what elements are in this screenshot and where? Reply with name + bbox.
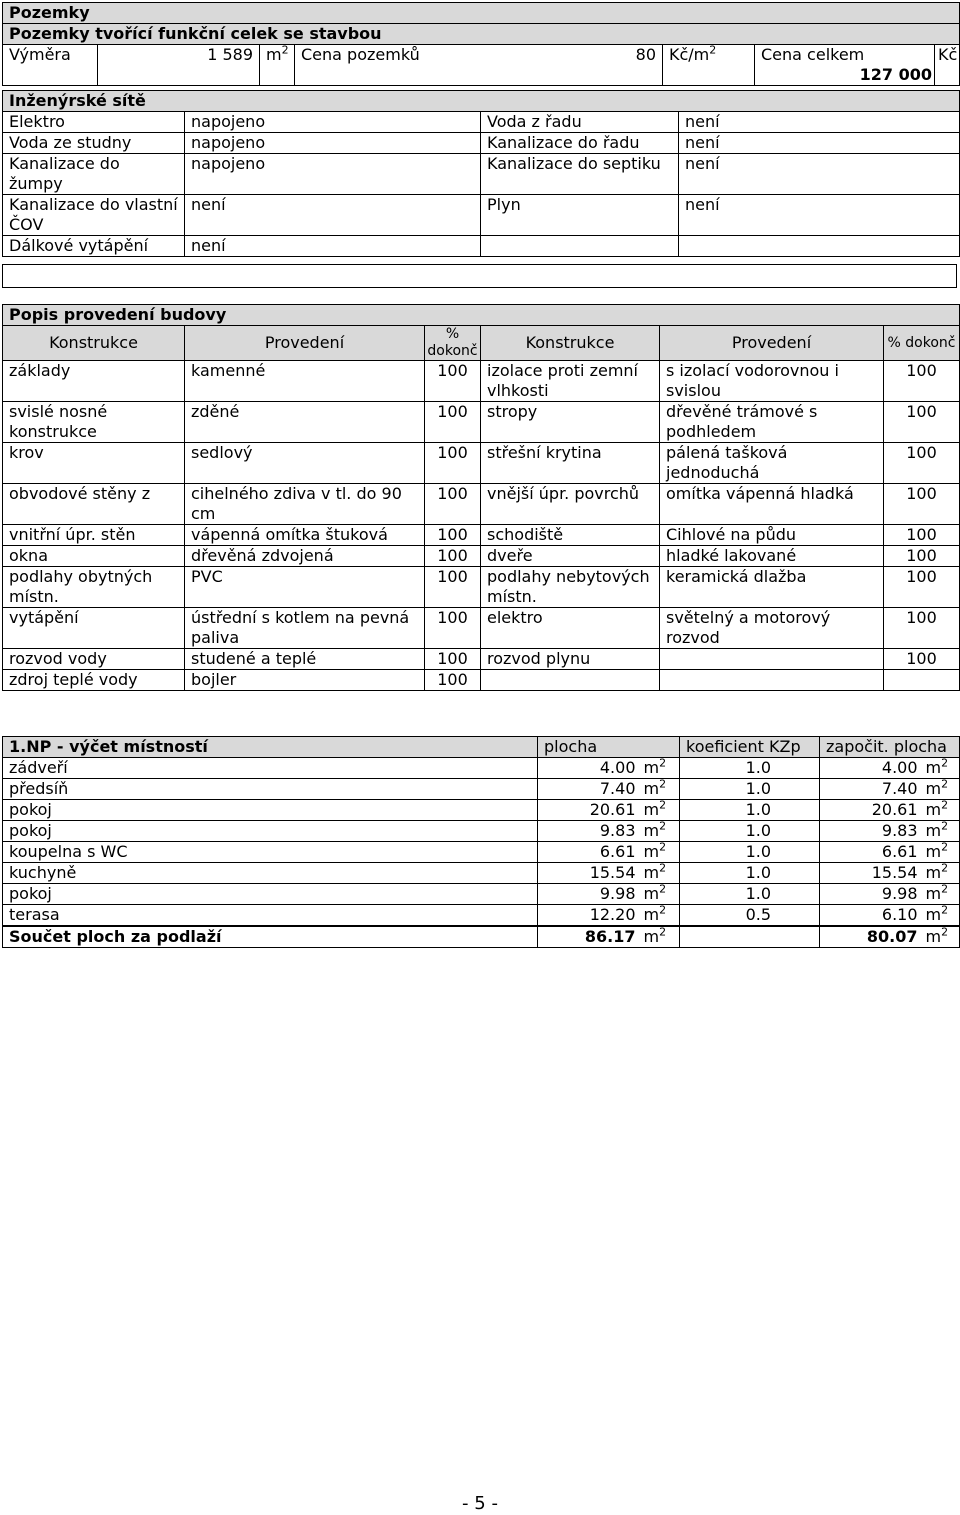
cena-label: Cena pozemků [295, 45, 593, 86]
room-zapoc-unit: $m^2$ [924, 842, 960, 863]
room-plocha-unit: $m^2$ [642, 884, 680, 905]
room-plocha-unit: $m^2$ [642, 800, 680, 821]
room-name: pokoj [3, 800, 538, 821]
konstrukce-cell: rozvod plynu [481, 649, 660, 670]
provedeni-cell: hladké lakované [660, 546, 884, 567]
room-name: pokoj [3, 884, 538, 905]
table-row [3, 863, 960, 884]
room-plocha-unit: $m^2$ [642, 779, 680, 800]
mistnosti-table [2, 736, 960, 948]
konstrukce-cell: vytápění [3, 608, 185, 649]
room-plocha: 4.00 [538, 758, 642, 779]
sum-label: Součet ploch za podlaží [3, 926, 538, 948]
site-value: není [185, 195, 481, 236]
h-provedeni-2: Provedení [660, 326, 884, 361]
table-row [3, 608, 960, 649]
table-row [3, 525, 960, 546]
room-name: pokoj [3, 821, 538, 842]
sum-zapoc-unit: $m^2$ [924, 926, 960, 948]
site-label: Kanalizace do vlastní ČOV [3, 195, 185, 236]
site-value: není [679, 154, 960, 195]
room-zapoc: 20.61 [820, 800, 924, 821]
h-provedeni-1: Provedení [185, 326, 425, 361]
konstrukce-cell: okna [3, 546, 185, 567]
konstrukce-cell: podlahy nebytových místn. [481, 567, 660, 608]
site-title: Inženýrské sítě [3, 91, 960, 112]
sum-plocha-unit: $m^2$ [642, 926, 680, 948]
room-plocha: 12.20 [538, 905, 642, 927]
room-plocha-unit: $m^2$ [642, 821, 680, 842]
konstrukce-cell: schodiště [481, 525, 660, 546]
dokonc-cell: 100 [884, 608, 960, 649]
room-zapoc: 9.83 [820, 821, 924, 842]
table-row [3, 758, 960, 779]
provedeni-cell: Cihlové na půdu [660, 525, 884, 546]
dokonc-cell: 100 [884, 567, 960, 608]
room-plocha-unit: $m^2$ [642, 758, 680, 779]
dokonc-cell: 100 [425, 402, 481, 443]
room-zapoc: 4.00 [820, 758, 924, 779]
konstrukce-cell: základy [3, 361, 185, 402]
vymera-unit: $m^2$ [260, 45, 295, 86]
celkem-unit: Kč [935, 45, 960, 86]
site-value: není [679, 112, 960, 133]
site-label: Voda z řadu [481, 112, 679, 133]
room-koef: 1.0 [680, 779, 820, 800]
room-name: zádveří [3, 758, 538, 779]
room-plocha: 6.61 [538, 842, 642, 863]
provedeni-cell: studené a teplé [185, 649, 425, 670]
h-dokonc-1: % dokonč [425, 326, 481, 361]
dokonc-cell: 100 [425, 361, 481, 402]
cena-value: 80 [593, 45, 663, 86]
popis-title: Popis provedení budovy [3, 305, 960, 326]
room-name: terasa [3, 905, 538, 927]
room-zapoc-unit: $m^2$ [924, 821, 960, 842]
table-row [3, 905, 960, 927]
site-label: Elektro [3, 112, 185, 133]
konstrukce-cell: krov [3, 443, 185, 484]
pozemky-title: Pozemky [3, 3, 960, 24]
room-plocha-unit: $m^2$ [642, 842, 680, 863]
room-zapoc-unit: $m^2$ [924, 905, 960, 927]
konstrukce-cell: elektro [481, 608, 660, 649]
dokonc-cell: 100 [425, 608, 481, 649]
dokonc-cell: 100 [425, 546, 481, 567]
celkem-cell: Cena celkem 127 000 [755, 45, 935, 86]
konstrukce-cell [481, 670, 660, 691]
provedeni-cell: dřevěné trámové s podhledem [660, 402, 884, 443]
sum-plocha: 86.17 [538, 926, 642, 948]
vymera-value: 1 589 [98, 45, 260, 86]
h-koef: koeficient KZp [680, 737, 820, 758]
vymera-label: Výměra [3, 45, 98, 86]
page-number: - 5 - [462, 1493, 498, 1514]
room-zapoc-unit: $m^2$ [924, 800, 960, 821]
sum-koef [680, 926, 820, 948]
konstrukce-cell: střešní krytina [481, 443, 660, 484]
table-row [3, 361, 960, 402]
table-row [3, 800, 960, 821]
h-konstrukce-1: Konstrukce [3, 326, 185, 361]
konstrukce-cell: izolace proti zemní vlhkosti [481, 361, 660, 402]
sum-zapoc: 80.07 [820, 926, 924, 948]
room-zapoc-unit: $m^2$ [924, 758, 960, 779]
dokonc-cell [884, 670, 960, 691]
site-value: není [679, 133, 960, 154]
provedeni-cell: ústřední s kotlem na pevná paliva [185, 608, 425, 649]
konstrukce-cell: rozvod vody [3, 649, 185, 670]
table-row [3, 443, 960, 484]
dokonc-cell: 100 [884, 649, 960, 670]
provedeni-cell: bojler [185, 670, 425, 691]
provedeni-cell: keramická dlažba [660, 567, 884, 608]
dokonc-cell: 100 [884, 402, 960, 443]
dokonc-cell: 100 [884, 484, 960, 525]
table-row [3, 567, 960, 608]
h-zapoc: započit. plocha [820, 737, 960, 758]
pozemky-subtitle: Pozemky tvořící funkční celek se stavbou [3, 24, 960, 45]
popis-table [2, 304, 960, 691]
room-plocha: 7.40 [538, 779, 642, 800]
site-table [2, 90, 960, 257]
table-row [3, 670, 960, 691]
room-zapoc-unit: $m^2$ [924, 863, 960, 884]
room-zapoc-unit: $m^2$ [924, 884, 960, 905]
provedeni-cell: zděné [185, 402, 425, 443]
table-row [3, 884, 960, 905]
table-row [3, 546, 960, 567]
room-zapoc: 6.61 [820, 842, 924, 863]
provedeni-cell: s izolací vodorovnou i svislou [660, 361, 884, 402]
room-koef: 1.0 [680, 800, 820, 821]
room-zapoc-unit: $m^2$ [924, 779, 960, 800]
dokonc-cell: 100 [425, 525, 481, 546]
site-label: Plyn [481, 195, 679, 236]
dokonc-cell: 100 [884, 546, 960, 567]
provedeni-cell [660, 649, 884, 670]
dokonc-cell: 100 [425, 670, 481, 691]
site-value: napojeno [185, 154, 481, 195]
provedeni-cell: světelný a motorový rozvod [660, 608, 884, 649]
room-plocha: 9.98 [538, 884, 642, 905]
room-zapoc: 6.10 [820, 905, 924, 927]
room-name: předsíň [3, 779, 538, 800]
table-row [3, 484, 960, 525]
h-dokonc-2: % dokonč [884, 326, 960, 361]
konstrukce-cell: vnější úpr. povrchů [481, 484, 660, 525]
room-koef: 1.0 [680, 758, 820, 779]
site-label: Kanalizace do žumpy [3, 154, 185, 195]
site-label: Dálkové vytápění [3, 236, 185, 257]
dokonc-cell: 100 [884, 443, 960, 484]
dokonc-cell: 100 [425, 443, 481, 484]
table-row [3, 195, 960, 236]
site-label: Voda ze studny [3, 133, 185, 154]
provedeni-cell: cihelného zdiva v tl. do 90 cm [185, 484, 425, 525]
room-zapoc: 15.54 [820, 863, 924, 884]
room-koef: 1.0 [680, 863, 820, 884]
dokonc-cell: 100 [425, 567, 481, 608]
room-zapoc: 9.98 [820, 884, 924, 905]
room-name: koupelna s WC [3, 842, 538, 863]
room-plocha-unit: $m^2$ [642, 863, 680, 884]
room-zapoc: 7.40 [820, 779, 924, 800]
provedeni-cell: vápenná omítka štuková [185, 525, 425, 546]
h-konstrukce-2: Konstrukce [481, 326, 660, 361]
table-row [3, 842, 960, 863]
provedeni-cell: kamenné [185, 361, 425, 402]
provedeni-cell: pálená tašková jednoduchá [660, 443, 884, 484]
provedeni-cell: omítka vápenná hladká [660, 484, 884, 525]
table-row [3, 779, 960, 800]
provedeni-cell: PVC [185, 567, 425, 608]
room-plocha: 15.54 [538, 863, 642, 884]
site-label: Kanalizace do řadu [481, 133, 679, 154]
room-plocha-unit: $m^2$ [642, 905, 680, 927]
provedeni-cell: sedlový [185, 443, 425, 484]
konstrukce-cell: obvodové stěny z [3, 484, 185, 525]
mistnosti-title: 1.NP - výčet místností [3, 737, 538, 758]
site-label [481, 236, 679, 257]
konstrukce-cell: zdroj teplé vody [3, 670, 185, 691]
konstrukce-cell: stropy [481, 402, 660, 443]
table-row [3, 133, 960, 154]
dokonc-cell: 100 [884, 525, 960, 546]
room-koef: 1.0 [680, 884, 820, 905]
site-value: není [679, 195, 960, 236]
dokonc-cell: 100 [884, 361, 960, 402]
konstrukce-cell: dveře [481, 546, 660, 567]
table-row [3, 649, 960, 670]
site-value: napojeno [185, 133, 481, 154]
site-value: napojeno [185, 112, 481, 133]
room-name: kuchyně [3, 863, 538, 884]
table-row [3, 112, 960, 133]
room-koef: 0.5 [680, 905, 820, 927]
site-value [679, 236, 960, 257]
table-row [3, 154, 960, 195]
table-row [3, 236, 960, 257]
room-koef: 1.0 [680, 821, 820, 842]
konstrukce-cell: vnitřní úpr. stěn [3, 525, 185, 546]
cena-unit: $Kč/m^2$ [663, 45, 755, 86]
table-row [3, 821, 960, 842]
provedeni-cell [660, 670, 884, 691]
room-plocha: 9.83 [538, 821, 642, 842]
room-plocha: 20.61 [538, 800, 642, 821]
site-label: Kanalizace do septiku [481, 154, 679, 195]
h-plocha: plocha [538, 737, 680, 758]
site-value: není [185, 236, 481, 257]
room-koef: 1.0 [680, 842, 820, 863]
konstrukce-cell: podlahy obytných místn. [3, 567, 185, 608]
blank-row [2, 264, 957, 288]
table-row [3, 402, 960, 443]
pozemky-table [2, 2, 960, 86]
dokonc-cell: 100 [425, 484, 481, 525]
konstrukce-cell: svislé nosné konstrukce [3, 402, 185, 443]
provedeni-cell: dřevěná zdvojená [185, 546, 425, 567]
dokonc-cell: 100 [425, 649, 481, 670]
